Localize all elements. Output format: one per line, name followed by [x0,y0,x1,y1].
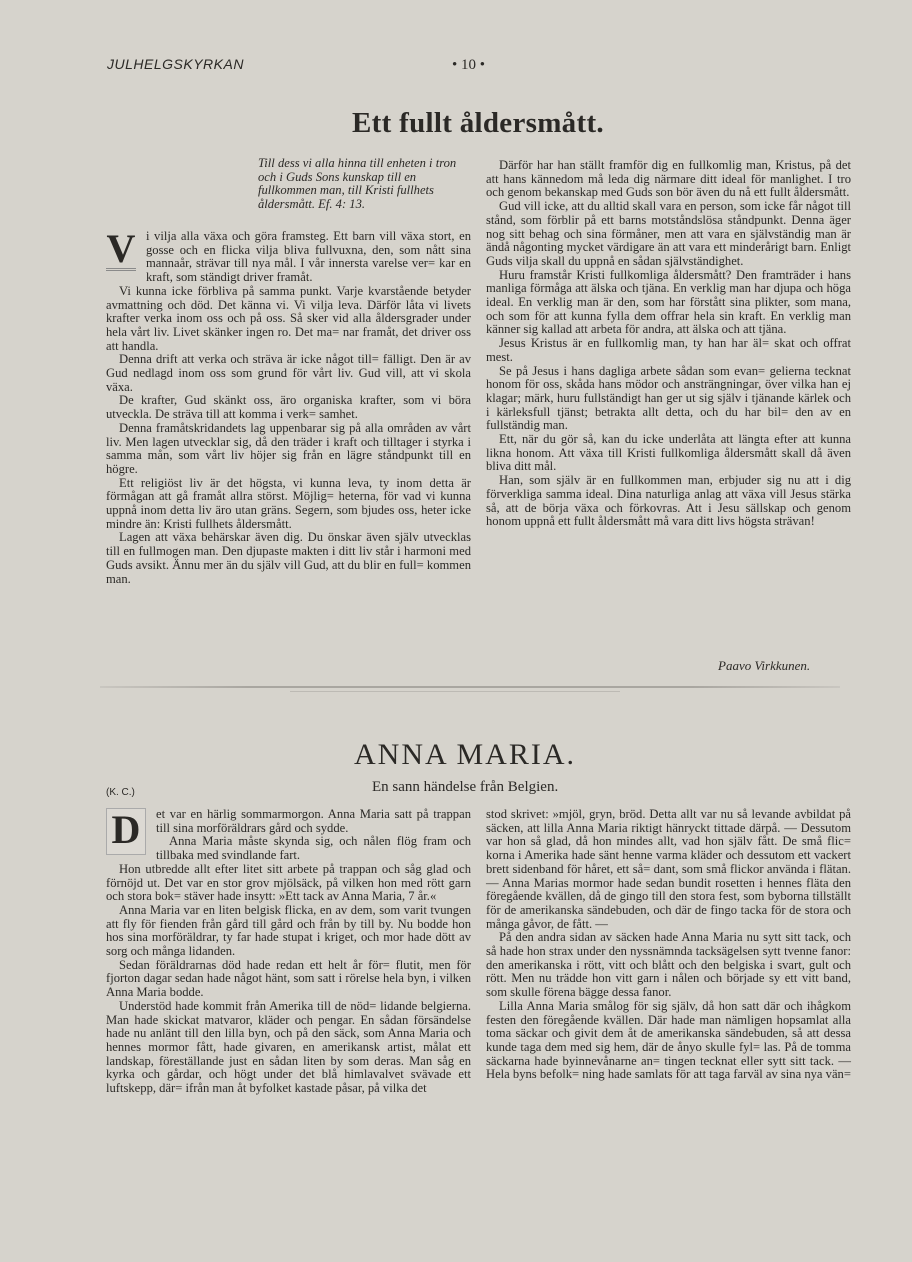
story-subtitle: En sann händelse från Belgien. [372,779,559,795]
article-paragraph: Vi kunna icke förbliva på samma punkt. Varje kvarstående betyder avmattning och död. Det känna vi. Vi vilja leva. Därför låta vi livets krafter verka inom oss och på oss. Så sker vid alla åldersgrader under hela vårt liv. Livet skänker ingen ro. Det ma= nar framåt, det driver oss att handla. [106,283,471,353]
article-right-column [486,159,851,529]
article-paragraph: Denna drift att verka och sträva är icke något till= fälligt. Den är av Gud nedlagd inom oss som grund för vårt liv. Gud vill, att vi skola växa. [106,352,471,394]
running-title: JULHELGSKYRKAN [107,56,244,72]
article-paragraph: Lagen att växa behärskar även dig. Du önskar även själv utvecklas till en fullmogen man. Den djupaste makten i ditt liv står i harmoni med Guds avsikt. Ännu mer än du själv vill Gud, att du blir en full= kommen man. [106,530,471,586]
article-paragraph: Ett, när du gör så, kan du icke underlåta att längta efter att kunna likna honom. Att växa till Kristi fullkomliga åldersmått skall då även bliva ditt mål. [486,432,851,474]
story-title: ANNA MARIA. [354,738,577,771]
article-left-column [106,226,471,586]
story-right-column [486,808,851,1082]
article-title: Ett fullt åldersmått. [352,107,604,139]
article-paragraph: Därför har han ställt framför dig en fullkomlig man, Kristus, på det att hans kännedom må leda dig närmare ditt ideal för manlighet. I tro och genom bekanskap med Guds son bör även du nå ett fullt åldersmått. [486,158,851,200]
article-paragraph: Huru framstår Kristi fullkomliga åldersmått? Den framträder i hans manliga förmåga att älska och tjäna. En verklig man har djupa och höga ideal. En verklig man är den, som har förstått sina plikter, som mana, och som för att kunna fylla dem offrar hela sin kraft. En verklig man känner sig kallad att arbeta för andra, att älska och att tjäna. [486,267,851,337]
author-initials: (K. C.) [106,787,135,798]
article-paragraph: De krafter, Gud skänkt oss, äro organiska krafter, som vi böra utveckla. De sträva till att komma i verk= samhet. [106,393,471,422]
page-number: • 10 • [452,57,486,73]
story-paragraph: Hon utbredde allt efter litet sitt arbete på trappan och såg glad och förnöjd ut. Det var en stor grov mjölsäck, på vilken hon med rött garn och stora bok= stäver hade insytt: »Ett tack av Anna Maria, 7 år.« [106,861,471,904]
section-divider [100,686,840,688]
article-paragraph: Han, som själv är en fullkommen man, erbjuder sig nu att i dig förverkliga samma ideal. Dina naturliga anlag att växa vill Jesus stärka så, att de börja växa och förkovras. Att i Jesu sällskap och genom honom uppnå ett fullt åldersmått må vara ditt livs högsta strävan! [486,473,851,529]
dropcap-d: D [106,808,146,855]
story-paragraph: Anna Maria måste skynda sig, och nålen flög fram och tillbaka med svindlande fart. [156,834,471,863]
story-paragraph: Understöd hade kommit från Amerika till de nöd= lidande belgierna. Man hade skickat matvaror, kläder och pengar. En sådan försändelse hade nu anlänt till den lilla byn, och på den säck, som Anna Maria och hennes mormor fått, hade givaren, en amerikansk artist, målat ett landskap, föreställande just en sådan liten by som deras. Man såg en kyrka och gårdar, och högt under det blå himlavalvet svävade ett luftskepp, där= ifrån man åt byfolket kastade påsar, på vilka det [106,998,471,1096]
author-signature: Paavo Virkkunen. [718,658,811,673]
story-paragraph: stod skrivet: »mjöl, gryn, bröd. Detta allt var nu så levande avbildat på säcken, att lilla Anna Maria riktigt hänryckt tittade därpå. — Dessutom var hon så glad, då hon mindes allt, vad hon själv fått. De små flic= korna i Amerika hade sänt henne varma kläder och dessutom ett vackert brett sidenband för håret, ett så= dant, som små flickor använda i flätan. — Anna Marias mormor hade sedan bundit rosetten i hennes fläta den föregående kvällen, då de gingo till den stora fest, som byborna tillställt för de amerikanska sändebuden, och där de fingo tacka för de stora och många gåvor, de fått. — [486,807,851,931]
epigraph: Till dess vi alla hinna till enheten i tron och i Guds Sons kunskap till en fullkommen man, till Kristi fullhets åldersmått. Ef. 4: 13. [258,156,457,212]
article-paragraph: Gud vill icke, att du alltid skall vara en person, som icke får något till stånd, som förblir på ett barns motståndslösa ståndpunkt. Denna äger nog sitt behag och sina förmåner, men att vara en självständig man är ändå någonting mycket värdigare än att vara ett minderårigt barn. Enligt Guds vilja skall du uppnå en sådan självständighet. [486,199,851,268]
story-paragraph: På den andra sidan av säcken hade Anna Maria nu sytt sitt tack, och så hade hon strax under den nyssnämnda tacksägelsen sytt tvenne fanor: den amerikanska i rött, vitt och blått och den belgiska i svart, gult och rött. Men nu trädde hon vitt garn i nålen och började sy ett vitt band, som skulle förena bägge dessa fanor. [486,930,851,1000]
story-paragraph: Sedan föräldrarnas död hade redan ett helt år för= flutit, men för fjorton dagar sedan hade något hänt, som satt i rörelse hela byn, i vilken Anna Maria bodde. [106,957,471,1000]
story-paragraph: Lilla Anna Maria smålog för sig själv, då hon satt där och ihågkom festen den föregående kvällen. Där hade man nämligen hopsamlat alla toma säckar och givit dem åt de amerikanska sändebuden, så att dessa kunde taga dem med sig hem, där de ånyo skulle fyl= las. På de tomma säckarna hade byinnevånarne an= tingen tecknat eller sytt sitt tack. — Hela byns befolk= ning hade samlats för att taga farväl av sina nya vän= [486,998,851,1082]
story-paragraph: Anna Maria var en liten belgisk flicka, en av dem, som varit tvungen att fly för fienden från gård till gård och från by till by. Nu bodde hon hos sina morföräldrar, ty far hade stupat i kriget, och mor hade dött av sorg och många lidanden. [106,902,471,959]
article-paragraph: Se på Jesus i hans dagliga arbete sådan som evan= gelierna tecknat honom för oss, skåda hans mödor och ansträngningar, över vilka han ej klagar; märk, huru fullständigt han ger ut sig själv i tjänande kärlek och i kärleksfull tjänst; betrakta allt detta, och du har bil= den av en fullständig man. [486,363,851,433]
article-paragraph: Denna framåtskridandets lag uppenbarar sig på alla områden av vårt liv. Men lagen utvecklar sig, då den träder i kraft och tilltager i styrka i samma mån, som vårt liv höjer sig från en lägre ståndpunkt till en högre. [106,420,471,476]
dropcap-v: V [106,226,136,271]
article-paragraph: Jesus Kristus är en fullkomlig man, ty han har äl= skat och offrat mest. [486,336,851,364]
section-divider-ornament [290,691,620,692]
article-paragraph: V i vilja alla växa och göra framsteg. Ett barn vill växa stort, en gosse och en flicka vilja bliva fullvuxna, den, som nått sina mannaår, strävar till nya mål. I vår innersta varelse ver= kar en kraft, som ständigt driver framåt. [106,226,471,285]
article-paragraph: Ett religiöst liv är det högsta, vi kunna leva, ty inom detta är förmågan att gå framåt allra störst. Möjlig= heterna, för vad vi kunna uppnå inom detta liv äro utan gräns. Segern, som bjudes oss, heter icke mindre än: Kristi fullhets åldersmått. [106,475,471,531]
story-left-column [106,808,471,1096]
story-paragraph: D et var en härlig sommarmorgon. Anna Maria satt på trappan till sina morföräldrars gård och sydde. [106,808,471,835]
